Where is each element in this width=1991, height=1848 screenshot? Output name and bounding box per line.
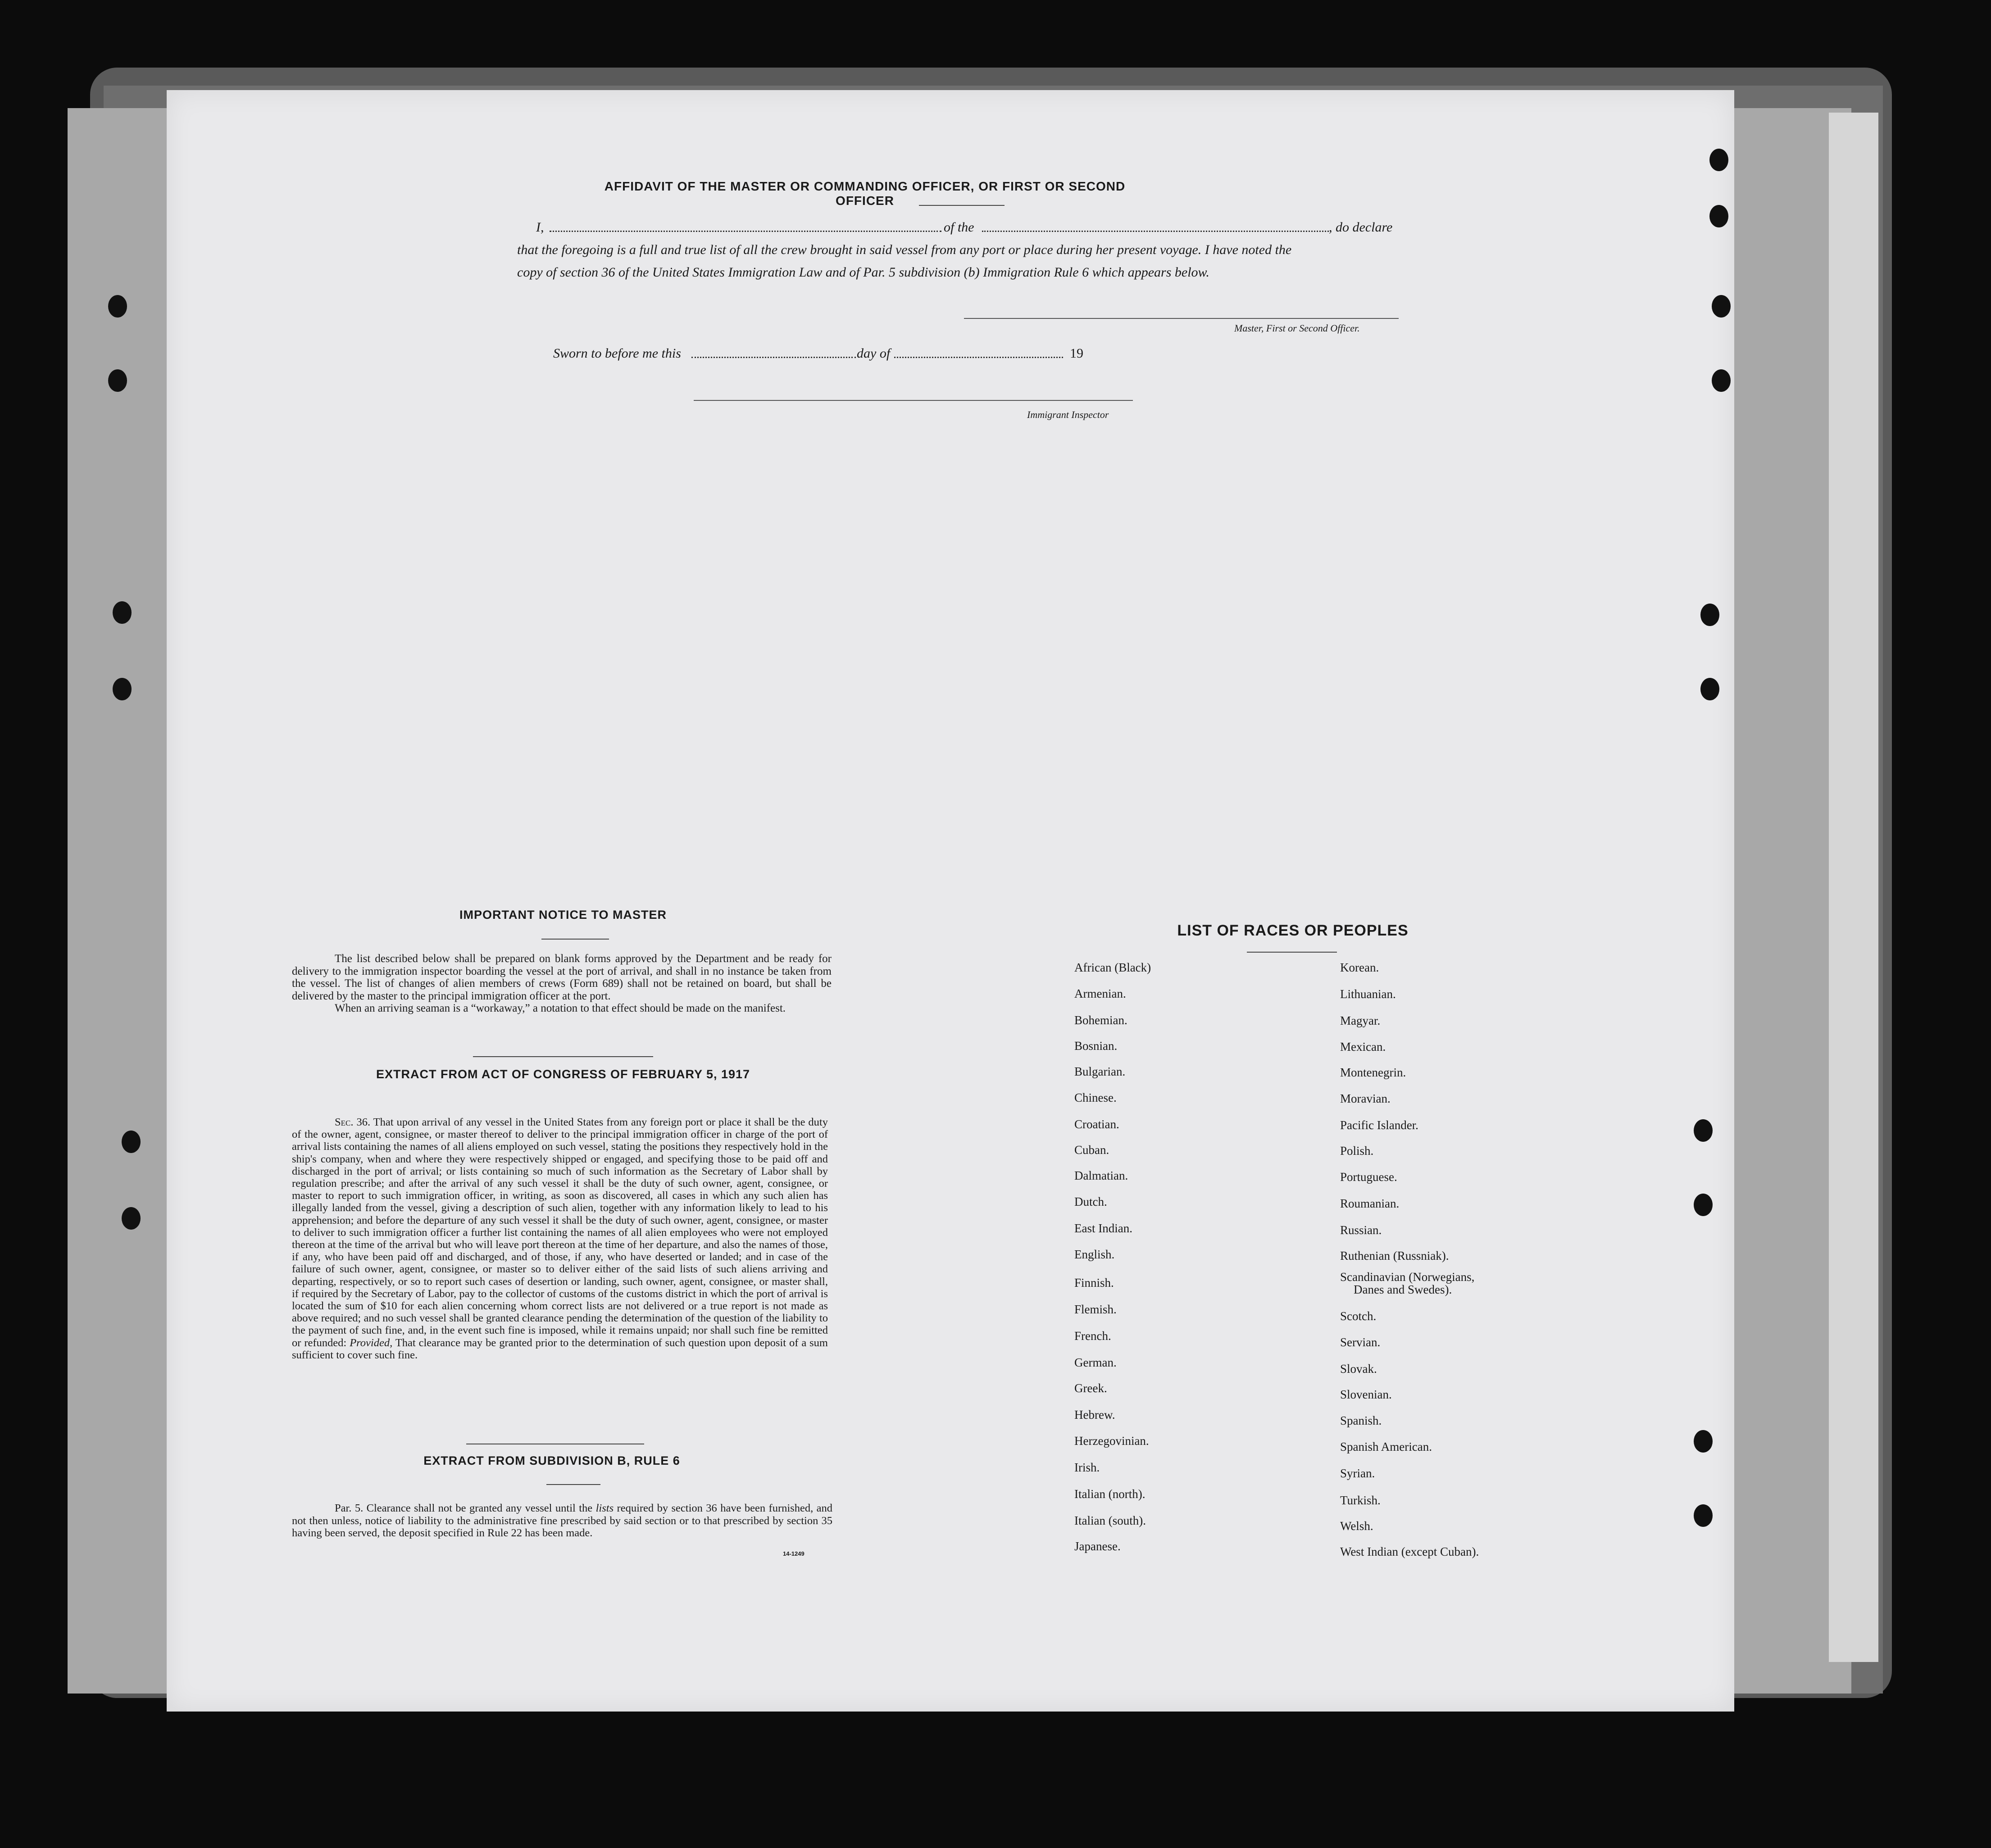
binder-hole	[113, 601, 132, 624]
race-item: Dalmatian.	[1074, 1169, 1128, 1182]
race-item: Hebrew.	[1074, 1408, 1115, 1421]
race-item: German.	[1074, 1356, 1117, 1369]
race-item: Moravian.	[1340, 1092, 1391, 1105]
race-item: Cuban.	[1074, 1143, 1109, 1157]
race-item: Turkish.	[1340, 1494, 1381, 1507]
race-item: Syrian.	[1340, 1467, 1375, 1480]
race-item: Mexican.	[1340, 1040, 1386, 1053]
race-item: Herzegovinian.	[1074, 1434, 1149, 1448]
race-item: Korean.	[1340, 961, 1379, 974]
race-item: Scandinavian (Norwegians,	[1340, 1270, 1475, 1284]
binder-hole	[1712, 295, 1731, 318]
race-item: Japanese.	[1074, 1539, 1121, 1553]
race-item: Ruthenian (Russniak).	[1340, 1249, 1449, 1262]
race-item: French.	[1074, 1329, 1111, 1343]
affidavit-i-label: I,	[536, 220, 544, 235]
binder-hole	[1700, 604, 1719, 626]
divider	[1247, 952, 1337, 953]
rule-extract-text	[292, 1502, 832, 1539]
binder-hole	[1694, 1194, 1713, 1216]
notice-title: IMPORTANT NOTICE TO MASTER	[459, 908, 667, 922]
rule-text-lists: lists	[595, 1502, 614, 1514]
inspector-label: Immigrant Inspector	[1027, 409, 1109, 420]
race-item: Croatian.	[1074, 1117, 1119, 1131]
binder-hole	[1694, 1119, 1713, 1142]
race-item: Bulgarian.	[1074, 1065, 1126, 1078]
provided-word: Provided,	[350, 1336, 393, 1349]
race-item: Dutch.	[1074, 1195, 1107, 1208]
act-extract-text	[292, 1116, 828, 1361]
affidavit-line-2: that the foregoing is a full and true list of all the crew brought in said vessel from any port or place during her present voyage. I have noted the	[517, 242, 1292, 257]
race-item: Greek.	[1074, 1381, 1107, 1395]
divider	[473, 1056, 653, 1057]
race-item: Bosnian.	[1074, 1039, 1118, 1053]
master-signature-line[interactable]	[964, 318, 1399, 319]
section-label: Sec. 36.	[335, 1116, 371, 1128]
binder-hole	[122, 1131, 141, 1153]
race-item: Armenian.	[1074, 987, 1126, 1000]
binder-hole	[122, 1207, 141, 1230]
race-item: African (Black)	[1074, 961, 1151, 974]
divider	[919, 205, 1005, 206]
master-signature-label: Master, First or Second Officer.	[1234, 322, 1360, 334]
section-body-tail: That clearance may be granted prior to the determination of such question upon deposit of a sum sufficient to cover such fine.	[292, 1336, 828, 1361]
binder-hole	[1709, 205, 1728, 227]
sworn-year-prefix: 19	[1070, 346, 1083, 361]
rule-text-b: required by section 36 have been furnished, and not then unless, notice of liability to the administrative fine prescribed by said section or to that prescribed by section 35 having been served, the deposit specified in Rule 22 has been made.	[292, 1502, 832, 1539]
inspector-signature-line[interactable]	[694, 400, 1133, 401]
notice-paragraph-1: The list described below shall be prepared on blank forms approved by the Department and be ready for delivery to the immigration inspector boarding the vessel at the port of arrival, and shall in no instance be taken from the vessel. The list of changes of alien members of crews (Form 689) shall not be retained on board, but shall be delivered by the master to the principal immigration officer at the port.	[292, 953, 832, 1002]
binder-hole	[1709, 149, 1728, 171]
affidavit-line-3: copy of section 36 of the United States Immigration Law and of Par. 5 subdivision (b) Immigration Rule 6 which appears below.	[517, 265, 1209, 280]
race-item: Bohemian.	[1074, 1013, 1127, 1027]
affidavit-title: AFFIDAVIT OF THE MASTER OR COMMANDING OFFICER, OR FIRST OR SECOND OFFICER	[604, 179, 1126, 208]
sworn-day-field[interactable]	[691, 357, 856, 358]
race-item: Montenegrin.	[1340, 1066, 1406, 1079]
binder-hole	[1694, 1430, 1713, 1453]
binder-hole	[108, 295, 127, 318]
race-item: Servian.	[1340, 1335, 1381, 1349]
race-item: Roumanian.	[1340, 1197, 1400, 1210]
binder-hole	[1694, 1504, 1713, 1527]
binder-hole	[113, 678, 132, 700]
form-number: 14-1249	[783, 1550, 805, 1557]
race-item: Welsh.	[1340, 1519, 1373, 1533]
race-item: East Indian.	[1074, 1221, 1132, 1235]
document-page	[167, 90, 1734, 1712]
race-item: Chinese.	[1074, 1091, 1117, 1104]
race-item: Pacific Islander.	[1340, 1118, 1418, 1132]
race-item: Polish.	[1340, 1144, 1374, 1158]
divider	[546, 1484, 600, 1485]
vessel-name-field[interactable]	[982, 231, 1329, 232]
binder-hole	[1712, 369, 1731, 392]
race-item: Slovak.	[1340, 1362, 1377, 1376]
race-item: Lithuanian.	[1340, 987, 1396, 1001]
rule-extract-title: EXTRACT FROM SUBDIVISION B, RULE 6	[423, 1454, 680, 1467]
binder-hole	[1700, 678, 1719, 700]
race-item: Danes and Swedes).	[1354, 1283, 1452, 1296]
races-title: LIST OF RACES OR PEOPLES	[1177, 922, 1409, 939]
sworn-month-field[interactable]	[894, 357, 1063, 358]
race-item: English.	[1074, 1248, 1115, 1261]
act-extract-title: EXTRACT FROM ACT OF CONGRESS OF FEBRUARY 5, 1917	[376, 1067, 750, 1081]
master-name-field[interactable]	[550, 231, 941, 232]
race-item: Russian.	[1340, 1223, 1382, 1237]
race-item: Magyar.	[1340, 1014, 1381, 1027]
rule-text-a: Par. 5. Clearance shall not be granted any vessel until the	[335, 1502, 593, 1514]
race-item: Flemish.	[1074, 1303, 1117, 1316]
race-item: Italian (south).	[1074, 1514, 1146, 1527]
race-item: Irish.	[1074, 1461, 1100, 1474]
binder-hole	[108, 369, 127, 392]
affidavit-of-the-label: of the	[944, 220, 974, 235]
race-item: Portuguese.	[1340, 1170, 1397, 1184]
race-item: Scotch.	[1340, 1309, 1377, 1323]
notice-paragraph-2: When an arriving seaman is a “workaway,” a notation to that effect should be made on the manifest.	[335, 1002, 786, 1014]
race-item: Spanish American.	[1340, 1440, 1432, 1453]
section-body: That upon arrival of any vessel in the United States from any foreign port or place it shall be the duty of the owner, agent, consignee, or master thereof to deliver to the principal immigration officer in charge of the port of arrival lists containing the names of all aliens employed on such vessel, stating the positions they respectively hold in the ship's company, when and where they were respectively shipped or engaged, and specifying those to be paid off and discharged in the port of arrival; or lists containing so much of such information as the Secretary of Labor shall by regulation prescribe; and after the arrival of any such vessel it shall be the duty of such owner, agent, consignee, or master to report to such immigration officer, in writing, as soon as discovered, all cases in which any such alien has illegally landed from the vessel, giving a description of such alien, together with any information likely to lead to his apprehension; and before the departure of any such vessel it shall be the duty of such owner, agent, consignee, or master to deliver to such immigration officer a further list containing the names of all alien employees who were not employed thereon at the time of the arrival but who will leave port thereon at the time of her departure, and also the names of those, if any, who have been paid off and discharged, and of those, if any, who have deserted or landed; and in case of the failure of such owner, agent, consignee, or master so to deliver either of the said lists of such aliens arriving and departing, respectively, or so to report such cases of desertion or landing, such owner, agent, consignee, or master shall, if required by the Secretary of Labor, pay to the collector of customs of the customs district in which the port of arrival is located the sum of $10 for each alien concerning whom correct lists are not delivered or a true report is not made as above required; and no such vessel shall be granted clearance pending the determination of the question of the liability to the payment of such fine, and, in the event such fine is imposed, while it remains unpaid; nor shall such fine be remitted or refunded:	[292, 1116, 828, 1349]
affidavit-do-declare: , do declare	[1329, 220, 1393, 235]
race-item: West Indian (except Cuban).	[1340, 1545, 1479, 1558]
race-item: Finnish.	[1074, 1276, 1114, 1290]
race-item: Italian (north).	[1074, 1487, 1146, 1501]
race-item: Spanish.	[1340, 1414, 1382, 1427]
divider	[541, 939, 609, 940]
race-item: Slovenian.	[1340, 1388, 1392, 1401]
sworn-prefix: Sworn to before me this	[553, 346, 681, 361]
notice-text	[292, 953, 832, 1015]
sworn-day-of: day of	[857, 346, 891, 361]
back-sheet-edge	[1829, 113, 1878, 1662]
